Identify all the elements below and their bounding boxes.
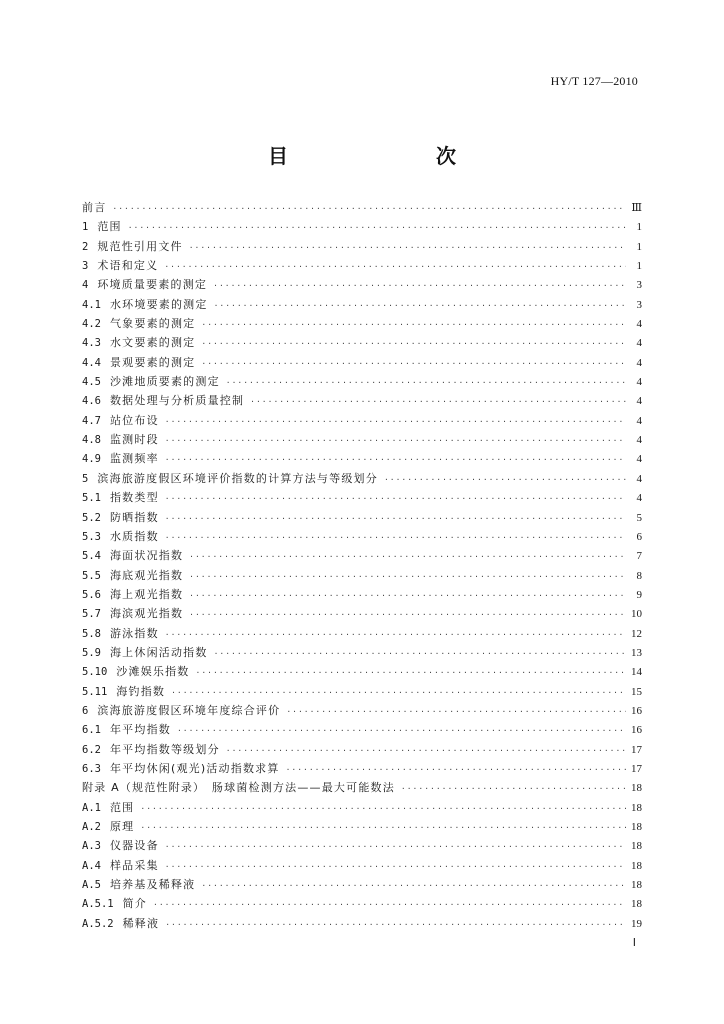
toc-entry-page: 9 — [636, 588, 642, 601]
toc-entry-number: 5.5 — [82, 569, 101, 582]
toc-leader-dots — [214, 644, 626, 663]
page-number: Ⅰ — [632, 937, 636, 949]
toc-entry-page: 4 — [636, 453, 642, 466]
toc-entry-page: 3 — [636, 298, 642, 311]
toc-leader-dots — [128, 218, 626, 237]
toc-entry-number: 5.1 — [82, 492, 101, 505]
toc-entry-page: 4 — [636, 337, 642, 350]
toc-entry-number: 4.7 — [82, 414, 101, 427]
toc-leader-dots — [165, 509, 626, 528]
toc-leader-dots — [286, 702, 626, 721]
toc-leader-dots — [165, 489, 626, 508]
toc-entry-number: 5.9 — [82, 646, 101, 659]
toc-entry-title: 海钓指数 — [116, 684, 166, 698]
toc-entry-title: 范围 — [109, 800, 135, 814]
toc-leader-dots — [201, 334, 626, 353]
toc-leader-dots — [165, 625, 626, 644]
toc-entry-title: 术语和定义 — [97, 259, 159, 273]
toc-entry-page: 4 — [636, 376, 642, 389]
toc-entry[interactable] — [82, 643, 642, 662]
toc-leader-dots — [165, 915, 626, 934]
toc-entry-page: 8 — [636, 569, 642, 582]
toc-entry-title: 简介 — [122, 897, 148, 911]
toc-entry-page: 17 — [631, 762, 642, 775]
toc-entry-number: A.1 — [82, 801, 101, 814]
page-title: 目 次 — [268, 144, 492, 168]
toc-entry[interactable] — [82, 295, 642, 314]
toc-entry-number: 5.6 — [82, 588, 101, 601]
toc-leader-dots — [201, 354, 626, 373]
toc-entry-page: 15 — [631, 685, 642, 698]
toc-entry-title: 监测频率 — [109, 452, 159, 466]
toc-entry[interactable] — [82, 914, 642, 933]
toc-entry[interactable] — [82, 314, 642, 333]
toc-entry-page: 18 — [631, 821, 642, 833]
toc-leader-dots — [140, 799, 626, 818]
toc-entry-page: 4 — [636, 434, 642, 447]
toc-leader-dots — [214, 296, 626, 315]
toc-leader-dots — [189, 238, 626, 257]
toc-entry-number: 5.3 — [82, 530, 101, 543]
toc-entry-page: 10 — [631, 608, 642, 621]
toc-entry[interactable] — [82, 353, 642, 372]
toc-entry-title: 规范性引用文件 — [97, 239, 183, 253]
toc-entry[interactable] — [82, 798, 642, 817]
toc-entry-page: 5 — [636, 511, 642, 524]
toc-leader-dots — [165, 837, 626, 856]
toc-leader-dots — [165, 528, 626, 547]
toc-leader-dots — [189, 567, 626, 586]
toc-entry[interactable] — [82, 508, 642, 527]
toc-entry-page: 3 — [636, 279, 642, 292]
toc-entry-title: 年平均休闲(观光)活动指数求算 — [109, 761, 280, 775]
toc-leader-dots — [226, 741, 626, 760]
toc-entry-page: 19 — [631, 917, 642, 930]
toc-entry-title: 站位布设 — [109, 413, 159, 427]
toc-leader-dots — [171, 683, 626, 702]
toc-entry[interactable] — [82, 527, 642, 546]
toc-entry-title: 年平均指数等级划分 — [109, 742, 220, 756]
toc-entry-title: 海面状况指数 — [109, 549, 184, 563]
toc-entry-number: 5.11 — [82, 685, 108, 698]
toc-entry[interactable] — [82, 217, 642, 236]
toc-entry-number: 4.4 — [82, 356, 101, 369]
toc-entry-page: Ⅲ — [631, 202, 642, 214]
toc-entry[interactable] — [82, 488, 642, 507]
toc-entry[interactable] — [82, 237, 642, 256]
toc-entry[interactable] — [82, 720, 642, 739]
toc-entry[interactable] — [82, 701, 642, 720]
toc-entry-title: 年平均指数 — [109, 723, 171, 737]
toc-entry[interactable] — [82, 275, 642, 294]
toc-entry-page: 1 — [636, 260, 642, 273]
toc-entry-page: 4 — [636, 395, 642, 408]
toc-entry-page: 16 — [631, 704, 642, 717]
toc-entry-number: A.5.1 — [82, 898, 114, 911]
toc-leader-dots — [189, 586, 626, 605]
toc-entry[interactable] — [82, 817, 642, 836]
toc-entry-title: 景观要素的测定 — [109, 355, 196, 369]
toc-leader-dots — [140, 818, 626, 837]
toc-entry-title: 沙滩娱乐指数 — [116, 665, 190, 679]
toc-entry-title: 环境质量要素的测定 — [97, 278, 208, 292]
toc-entry-page: 4 — [636, 472, 642, 485]
toc-entry[interactable] — [82, 624, 642, 643]
toc-leader-dots — [165, 450, 626, 469]
toc-leader-dots — [201, 315, 626, 334]
toc-entry-number: 4.6 — [82, 395, 101, 408]
toc-entry-title: 防晒指数 — [109, 510, 159, 524]
toc-entry-title: 滨海旅游度假区环境评价指数的计算方法与等级划分 — [97, 471, 378, 485]
toc-entry-title: 水文要素的测定 — [109, 336, 196, 350]
toc-entry-title: 附录 A（规范性附录） 肠球菌检测方法——最大可能数法 — [82, 781, 395, 795]
toc-entry-page: 4 — [636, 492, 642, 505]
toc-leader-dots — [177, 721, 626, 740]
toc-leader-dots — [189, 605, 626, 624]
toc-entry[interactable] — [82, 372, 642, 391]
toc-entry-title: 监测时段 — [109, 433, 159, 447]
toc-entry-title: 指数类型 — [109, 491, 159, 505]
toc-entry-title: 原理 — [109, 820, 135, 833]
toc-entry-page: 18 — [631, 782, 642, 795]
toc-entry-number: 3 — [82, 260, 89, 273]
toc-leader-dots — [286, 760, 626, 779]
toc-leader-dots — [401, 779, 626, 798]
toc-entry-title: 海底观光指数 — [109, 568, 184, 582]
toc-leader-dots — [165, 857, 626, 876]
toc-entry[interactable] — [82, 604, 642, 623]
toc-entry-title: 前言 — [82, 201, 107, 214]
toc-leader-dots — [226, 373, 626, 392]
toc-entry-page: 18 — [631, 859, 642, 872]
toc-entry-page: 1 — [636, 240, 642, 253]
toc-entry-title: 水质指数 — [109, 529, 159, 543]
toc-entry-number: 6.1 — [82, 724, 101, 737]
toc-entry-number: 1 — [82, 221, 89, 234]
toc-entry-number: 5.2 — [82, 511, 101, 524]
toc-entry-page: 18 — [631, 879, 642, 892]
toc-entry-page: 18 — [631, 840, 642, 853]
toc-entry-title: 海上观光指数 — [109, 587, 184, 601]
toc-entry-title: 仪器设备 — [109, 839, 159, 853]
toc-entry[interactable] — [82, 894, 642, 913]
toc-entry-page: 18 — [631, 801, 642, 814]
toc-entry-page: 4 — [636, 356, 642, 369]
toc-leader-dots — [112, 199, 626, 218]
toc-leader-dots — [213, 276, 626, 295]
toc-entry-number: 4.3 — [82, 337, 101, 350]
toc-entry[interactable] — [82, 430, 642, 449]
toc-entry-page: 13 — [631, 646, 642, 659]
toc-entry[interactable] — [82, 256, 642, 275]
toc-entry-title: 培养基及稀释液 — [109, 878, 196, 892]
toc-entry-title: 样品采集 — [109, 858, 159, 872]
toc-entry-page: 6 — [636, 530, 642, 543]
toc-entry[interactable] — [82, 585, 642, 604]
toc-entry[interactable] — [82, 411, 642, 430]
toc-entry-page: 16 — [631, 724, 642, 737]
toc-leader-dots — [165, 412, 626, 431]
toc-entry-title: 滨海旅游度假区环境年度综合评价 — [97, 703, 281, 717]
toc-entry-number: 2 — [82, 240, 89, 253]
toc-entry[interactable] — [82, 875, 642, 894]
toc-entry[interactable] — [82, 856, 642, 875]
toc-entry-page: 7 — [636, 550, 642, 563]
toc-entry-title: 范围 — [97, 220, 122, 234]
toc-entry-number: 5.4 — [82, 550, 101, 563]
toc-entry-page: 4 — [636, 414, 642, 427]
toc-entry-number: 4.8 — [82, 434, 101, 447]
toc-entry-title: 数据处理与分析质量控制 — [109, 394, 245, 408]
toc-leader-dots — [201, 876, 626, 895]
toc-entry-number: 5.8 — [82, 627, 101, 640]
toc-entry[interactable] — [82, 836, 642, 855]
toc-entry-number: 6 — [82, 704, 89, 717]
toc-entry-number: 6.3 — [82, 762, 101, 775]
toc-entry-number: 6.2 — [82, 743, 101, 756]
toc-entry[interactable] — [82, 333, 642, 352]
toc-entry-number: A.5.2 — [82, 917, 114, 930]
toc-entry-number: A.3 — [82, 840, 101, 853]
toc-leader-dots — [165, 431, 626, 450]
toc-entry-number: 4.2 — [82, 318, 101, 331]
toc-entry[interactable] — [82, 449, 642, 468]
toc-entry-page: 18 — [631, 898, 642, 911]
toc-entry-number: 5.10 — [82, 666, 108, 679]
toc-entry-number: 4.5 — [82, 376, 101, 389]
toc-entry-page: 1 — [636, 221, 642, 234]
toc-entry[interactable] — [82, 566, 642, 585]
toc-entry-title: 海滨观光指数 — [109, 607, 184, 621]
toc-entry[interactable] — [82, 546, 642, 565]
toc-entry-title: 沙滩地质要素的测定 — [109, 375, 220, 389]
table-of-contents — [82, 198, 642, 933]
toc-entry[interactable] — [82, 662, 642, 681]
toc-entry-page: 12 — [631, 627, 642, 640]
toc-entry-number: 5.7 — [82, 608, 101, 621]
toc-entry-page: 4 — [636, 318, 642, 331]
toc-entry-page: 14 — [631, 666, 642, 679]
toc-leader-dots — [164, 257, 626, 276]
toc-entry[interactable] — [82, 740, 642, 759]
toc-entry-title: 气象要素的测定 — [109, 317, 196, 331]
toc-entry-number: A.2 — [82, 821, 101, 833]
toc-entry[interactable] — [82, 198, 642, 217]
toc-entry-page: 17 — [631, 743, 642, 756]
toc-leader-dots — [250, 392, 626, 411]
toc-entry[interactable] — [82, 469, 642, 488]
toc-entry-number: 4 — [82, 279, 89, 292]
toc-entry[interactable] — [82, 759, 642, 778]
toc-leader-dots — [384, 470, 626, 489]
toc-entry-number: 4.1 — [82, 298, 101, 311]
toc-entry-title: 游泳指数 — [109, 626, 159, 640]
toc-entry-number: 5 — [82, 472, 89, 485]
toc-entry-number: A.4 — [82, 859, 101, 872]
toc-entry-number: 4.9 — [82, 453, 101, 466]
toc-entry[interactable] — [82, 778, 642, 797]
toc-entry[interactable] — [82, 682, 642, 701]
toc-leader-dots — [189, 547, 626, 566]
toc-leader-dots — [153, 895, 626, 914]
toc-entry-title: 稀释液 — [122, 916, 160, 930]
toc-entry-title: 海上休闲活动指数 — [109, 645, 208, 659]
toc-leader-dots — [196, 663, 627, 682]
toc-entry[interactable] — [82, 391, 642, 410]
toc-entry-title: 水环境要素的测定 — [109, 297, 208, 311]
toc-entry-number: A.5 — [82, 879, 101, 892]
document-code: HY/T 127—2010 — [550, 74, 638, 88]
